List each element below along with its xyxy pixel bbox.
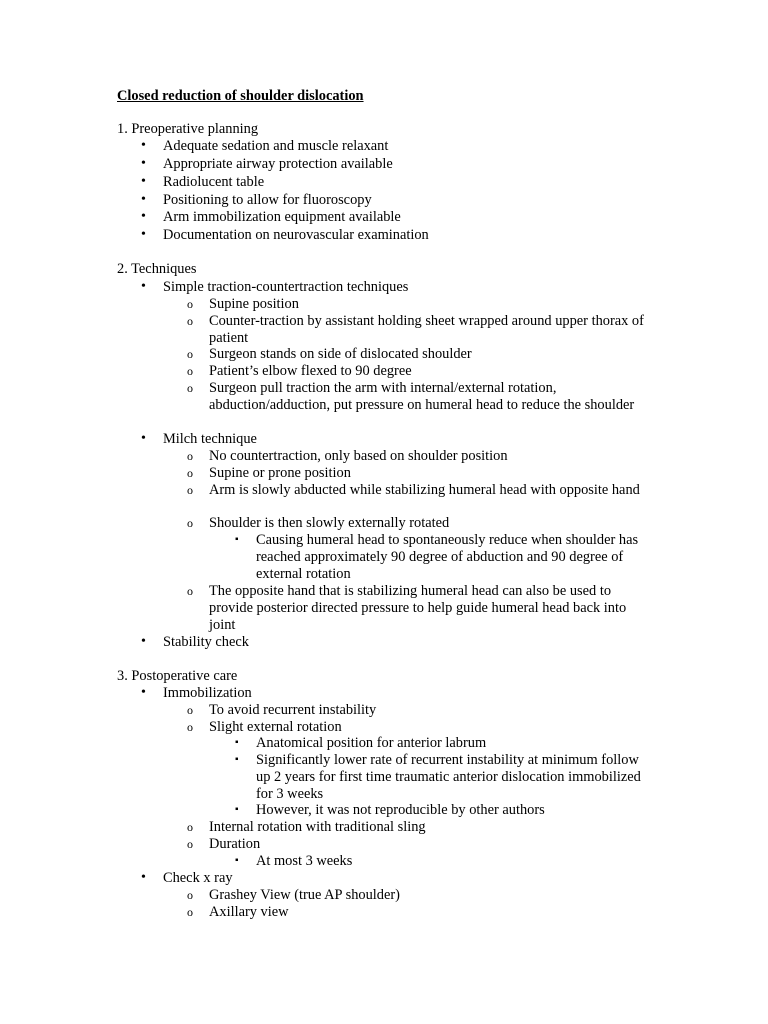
circle-marker: o (187, 703, 193, 717)
list-item: ▪ At most 3 weeks (235, 853, 353, 869)
circle-marker: o (187, 584, 193, 598)
square-marker: ▪ (235, 754, 239, 765)
list-item: o Duration (187, 836, 261, 852)
list-item: • Documentation on neurovascular examination (141, 227, 429, 243)
square-marker: ▪ (235, 855, 239, 866)
bullet-marker: • (141, 870, 146, 885)
circle-marker: o (187, 720, 193, 734)
section-heading-techniques: 2. Techniques (117, 261, 197, 277)
list-item: o Surgeon stands on side of dislocated shoulder (187, 346, 472, 362)
circle-marker: o (187, 820, 193, 834)
circle-marker: o (187, 297, 193, 311)
list-item: o Grashey View (true AP shoulder) (187, 887, 400, 903)
square-marker: ▪ (235, 737, 239, 748)
document-title: Closed reduction of shoulder dislocation (117, 88, 364, 104)
list-item: o Supine or prone position (187, 465, 351, 481)
list-item: o Surgeon pull traction the arm with internal/external rotation, abduction/adduction, put pressure on humeral head to reduce the shoulder (187, 380, 635, 413)
list-item: o Patient’s elbow flexed to 90 degree (187, 363, 412, 379)
list-item: o No countertraction, only based on shoulder position (187, 448, 508, 464)
circle-marker: o (187, 347, 193, 361)
list-item: o The opposite hand that is stabilizing humeral head can also be used to provide posterior directed pressure to help guide humeral head back into joint (187, 583, 627, 633)
circle-marker: o (187, 466, 193, 480)
list-item: • Immobilization (141, 685, 252, 701)
circle-marker: o (187, 381, 193, 395)
list-item: • Adequate sedation and muscle relaxant (141, 138, 389, 154)
list-item: o Arm is slowly abducted while stabilizing humeral head with opposite hand (187, 482, 640, 498)
bullet-marker: • (141, 227, 146, 242)
bullet-marker: • (141, 685, 146, 700)
bullet-marker: • (141, 192, 146, 207)
square-marker: ▪ (235, 534, 239, 545)
list-item: o Shoulder is then slowly externally rotated (187, 515, 450, 531)
list-item: o To avoid recurrent instability (187, 702, 377, 718)
circle-marker: o (187, 483, 193, 497)
list-item: ▪ Significantly lower rate of recurrent instability at minimum follow up 2 years for first time traumatic anterior dislocation immobilized for 3 weeks (235, 752, 641, 802)
list-item: ▪ Anatomical position for anterior labrum (235, 735, 487, 751)
bullet-marker: • (141, 138, 146, 153)
list-item: o Internal rotation with traditional sling (187, 819, 426, 835)
list-item: o Counter-traction by assistant holding sheet wrapped around upper thorax of patient (187, 313, 644, 346)
bullet-marker: • (141, 156, 146, 171)
list-item: • Arm immobilization equipment available (141, 209, 401, 225)
list-item: • Milch technique (141, 431, 257, 447)
list-item: • Simple traction-countertraction techniques (141, 279, 409, 295)
list-item: • Appropriate airway protection available (141, 156, 393, 172)
circle-marker: o (187, 314, 193, 328)
list-item: ▪ However, it was not reproducible by other authors (235, 802, 545, 818)
circle-marker: o (187, 837, 193, 851)
bullet-marker: • (141, 279, 146, 294)
section-heading-preoperative: 1. Preoperative planning (117, 121, 259, 137)
bullet-marker: • (141, 634, 146, 649)
list-item: ▪ Causing humeral head to spontaneously reduce when shoulder has reached approximately 90 degree of abduction and 90 degree of external rotation (235, 532, 639, 582)
bullet-marker: • (141, 209, 146, 224)
list-item: o Slight external rotation (187, 719, 342, 735)
bullet-marker: • (141, 174, 146, 189)
bullet-marker: • (141, 431, 146, 446)
circle-marker: o (187, 449, 193, 463)
square-marker: ▪ (235, 804, 239, 815)
list-item: • Radiolucent table (141, 174, 265, 190)
list-item: • Check x ray (141, 870, 233, 886)
section-heading-postoperative: 3. Postoperative care (117, 668, 238, 684)
circle-marker: o (187, 905, 193, 919)
list-item: • Stability check (141, 634, 249, 650)
circle-marker: o (187, 516, 193, 530)
circle-marker: o (187, 364, 193, 378)
list-item: o Supine position (187, 296, 299, 312)
circle-marker: o (187, 888, 193, 902)
list-item: o Axillary view (187, 904, 289, 920)
list-item: • Positioning to allow for fluoroscopy (141, 192, 372, 208)
